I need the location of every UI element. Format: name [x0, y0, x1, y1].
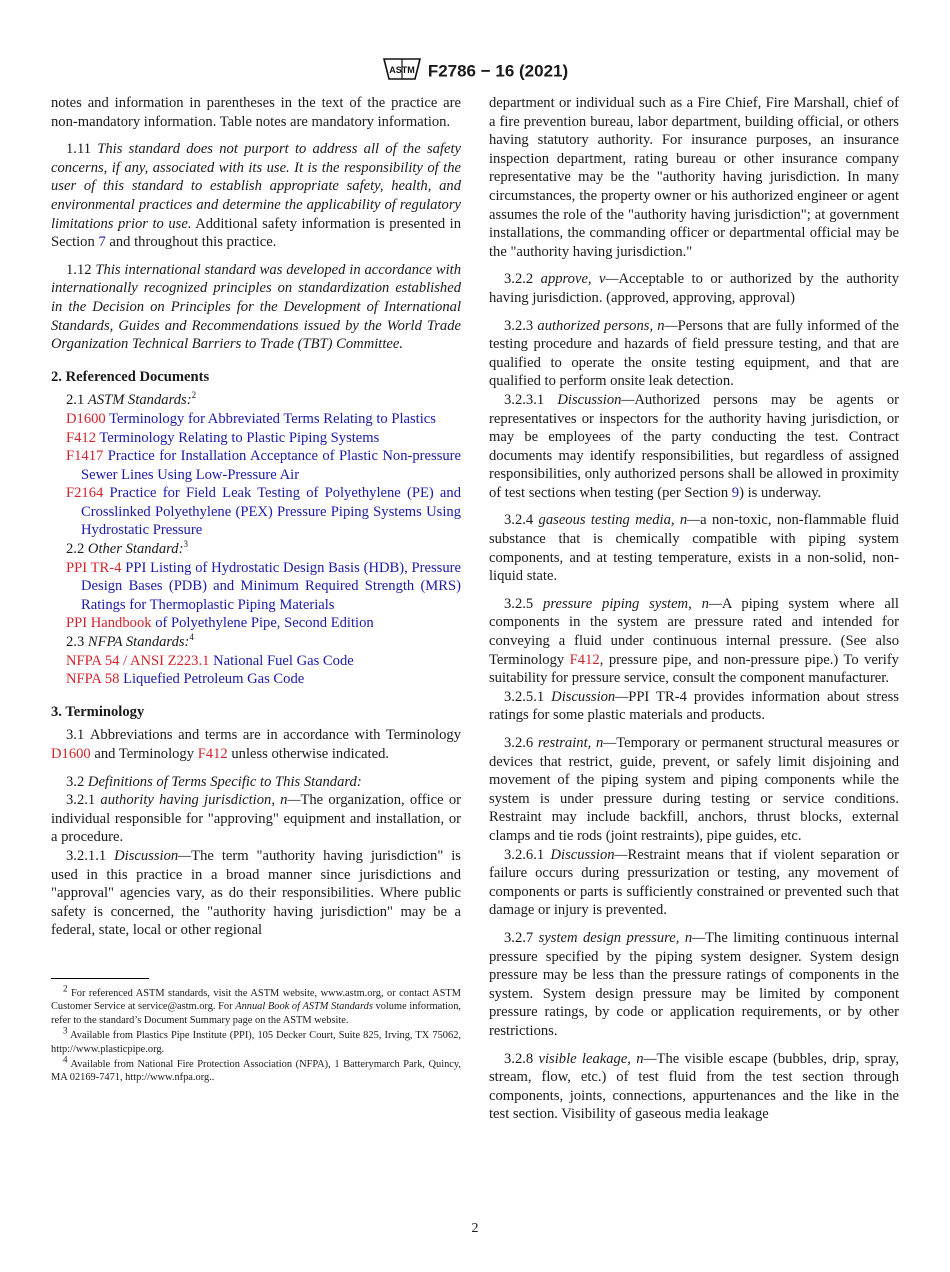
- section-3-2-2: 3.2.2 approve, v—Acceptable to or authorized by the authority having jurisdiction. (approved, approving, approval): [489, 271, 900, 306]
- section-3-2-6: 3.2.6 restraint, n—Temporary or permanent structural measures or devices that restrict, guide, prevent, or safely limit disjoining and movement of the piping system and piping components while the system is under pressure during testing or service conditions. Restraint may include backfill, anchors, thrust blocks, external clamps and tie rods (joint restraints), pipe guides, etc.: [489, 735, 899, 844]
- section-3-2-7: 3.2.7 system design pressure, n—The limiting continuous internal pressure specified by the piping system designer. System design pressure may be less than the pressure ratings of components in the system. System design pressure may be limited by component pressure ratings, by code or application requirements, or by other restrictions.: [489, 929, 899, 1039]
- ref-d1600[interactable]: D1600 Terminology for Abbreviated Terms Relating to Plastics: [66, 410, 436, 427]
- svg-text:ASTM: ASTM: [389, 65, 415, 75]
- section-3-2-5-1: 3.2.5.1 Discussion—PPI TR-4 provides information about stress ratings for some plastic materials and products.: [489, 688, 899, 724]
- ref-ppi-tr4[interactable]: PPI TR-4 PPI Listing of Hydrostatic Design Basis (HDB), Pressure Design Bases (PDB) and Minimum Required Strength (MRS) Ratings for Thermoplastic Piping Materials: [66, 559, 461, 613]
- section-2-1: 2.1 ASTM Standards:$^2$: [66, 390, 197, 409]
- section-3-2-4: 3.2.4 gaseous testing media, n—a non-toxic, non-flammable fluid substance that is chemically compatible with piping system components, and at testing temperature, exists in a non-solid, non-liquid state.: [489, 512, 899, 585]
- section-1-12: 1.12 This international standard was developed in accordance with internationally recognized principles on standardization established in the Decision on Principles for the Development of International Standards, Guides and Recommendations issued by the World Trade Organization Technical Barriers to Trade (TBT) Committee.: [51, 261, 461, 353]
- designation: F2786 − 16 (2021): [427, 61, 569, 81]
- heading-referenced-documents: 2. Referenced Documents: [51, 368, 210, 385]
- ref-f1417[interactable]: F1417 Practice for Installation Acceptance of Plastic Non-pressure Sewer Lines Using Low-Pressure Air: [66, 448, 462, 483]
- footnote-4: $^4$ Available from National Fire Protection Association (NFPA), 1 Batterymarch Park, Quincy, MA 02169-7471, http://www.nfpa.org..: [51, 1054, 462, 1084]
- astm-logo-icon: [382, 56, 422, 88]
- right-column: [489, 94, 899, 1133]
- page-number: 2: [471, 1221, 479, 1236]
- ref-nfpa-58[interactable]: NFPA 58 Liquefied Petroleum Gas Code: [66, 671, 305, 688]
- footnote-divider: [51, 978, 149, 979]
- section-3-2-3: 3.2.3 authorized persons, n—Persons that are fully informed of the testing procedure and hazards of field pressure testing, and that are qualified to operate the onsite testing equipment, and that are qualified to perform onsite leak detection.: [489, 317, 899, 390]
- heading-terminology: 3. Terminology: [51, 703, 145, 720]
- ref-link-d1600[interactable]: D1600: [51, 746, 91, 762]
- section-3-2-3-1: 3.2.3.1 Discussion—Authorized persons may be agents or representatives or inspectors for the authority having jurisdiction, or may be employees of the party conducting the test. Contract documents may identify responsibilities, but regardless of assigned responsibilities, only authorized persons shall be allowed in proximity of test sections when testing (per Section 9) is underway.: [489, 391, 899, 501]
- section-3-1: 3.1 Abbreviations and terms are in accordance with Terminology D1600 and Terminology F412 unless otherwise indicated.: [51, 727, 461, 762]
- section-3-2-1: 3.2.1 authority having jurisdiction, n—The organization, office or individual responsible for "approving" equipment and installation, or a procedure.: [51, 792, 461, 846]
- ref-nfpa-54[interactable]: NFPA 54 / ANSI Z223.1 National Fuel Gas Code: [66, 652, 354, 669]
- footnote-3: $^3$ Available from Plastics Pipe Institute (PPI), 105 Decker Court, Suite 825, Irving, TX 75062, http://www.plasticpipe.org.: [51, 1025, 461, 1055]
- ref-f412[interactable]: F412 Terminology Relating to Plastic Piping Systems: [66, 429, 380, 446]
- section-3-2: 3.2 Definitions of Terms Specific to This Standard:: [66, 773, 362, 790]
- section-3-2-6-1: 3.2.6.1 Discussion—Restraint means that if violent separation or failure occurs during pressurization or testing, any movement of components or parts is sufficiently constrained or prevented such that damage or injury is prevented.: [489, 846, 899, 919]
- section-3-2-5: 3.2.5 pressure piping system, n—A piping system where all components in the system are pressure rated and intended for conveying a fluid under continuous internal pressure. (See also Terminology F412, pressure pipe, and non-pressure pipe.) To verify suitability for pressure service, consult the component manufacturer.: [489, 595, 899, 687]
- section-9-link[interactable]: 9: [731, 484, 740, 501]
- section-3-2-1-1: 3.2.1.1 Discussion—The term "authority having jurisdiction" is used in this practice in a broad manner since jurisdictions and "approval" agencies vary, as do their responsibilities. Where public safety is concerned, the "authority having jurisdiction" may be a federal, state, local or other regional: [51, 847, 461, 939]
- ref-link-f412[interactable]: F412: [197, 746, 228, 762]
- section-2-3: 2.3 NFPA Standards:$^4$: [66, 632, 194, 651]
- left-column: [51, 94, 461, 1087]
- intro-paragraph: notes and information in parentheses in the text of the practice are non-mandatory information. Table notes are mandatory information.: [51, 95, 461, 130]
- section-7-link[interactable]: 7: [98, 234, 106, 251]
- ref-f2164[interactable]: F2164 Practice for Field Leak Testing of Polyethylene (PE) and Crosslinked Polyethylene (PEX) Pressure Piping Systems Using Hydrostatic Pressure: [66, 485, 462, 539]
- section-1-11: 1.11 This standard does not purport to address all of the safety concerns, if any, associated with its use. It is the responsibility of the user of this standard to establish appropriate safety, health, and environmental practices and determine the applicability of regulatory limitations prior to use. Additional safety information is presented in Section 7 and throughout this practice.: [51, 141, 462, 251]
- ref-ppi-handbook[interactable]: PPI Handbook of Polyethylene Pipe, Second Edition: [66, 615, 374, 632]
- page-header: [0, 56, 950, 88]
- ref-link-f412-right[interactable]: F412: [569, 651, 600, 668]
- section-3-2-8: 3.2.8 visible leakage, n—The visible escape (bubbles, drip, spray, stream, flow, etc.) of test fluid from the test section through components, joints, connections, appurtenances and the like in the test section. Visibility of gaseous media leakage: [489, 1050, 899, 1123]
- footnote-2: $^2$ For referenced ASTM standards, visit the ASTM website, www.astm.org, or contact ASTM Customer Service at service@astm.org. For Annual Book of ASTM Standards volume information, refer to the standard’s Document Summary page on the ASTM website.: [51, 983, 461, 1026]
- section-2-2: 2.2 Other Standard:$^3$: [66, 539, 188, 558]
- continued-paragraph: department or individual such as a Fire Chief, Fire Marshall, chief of a fire prevention bureau, labor department, building official, or others having statutory authority. For insurance purposes, an insurance inspection department, rating bureau or other insurance company representative may be the "authority having jurisdiction. In many circumstances, the property owner or his authorized engineer or agent assumes the role of the "authority having jurisdiction"; at government installations, the commanding officer or departmental official may be the "authority having jurisdiction.": [489, 95, 899, 260]
